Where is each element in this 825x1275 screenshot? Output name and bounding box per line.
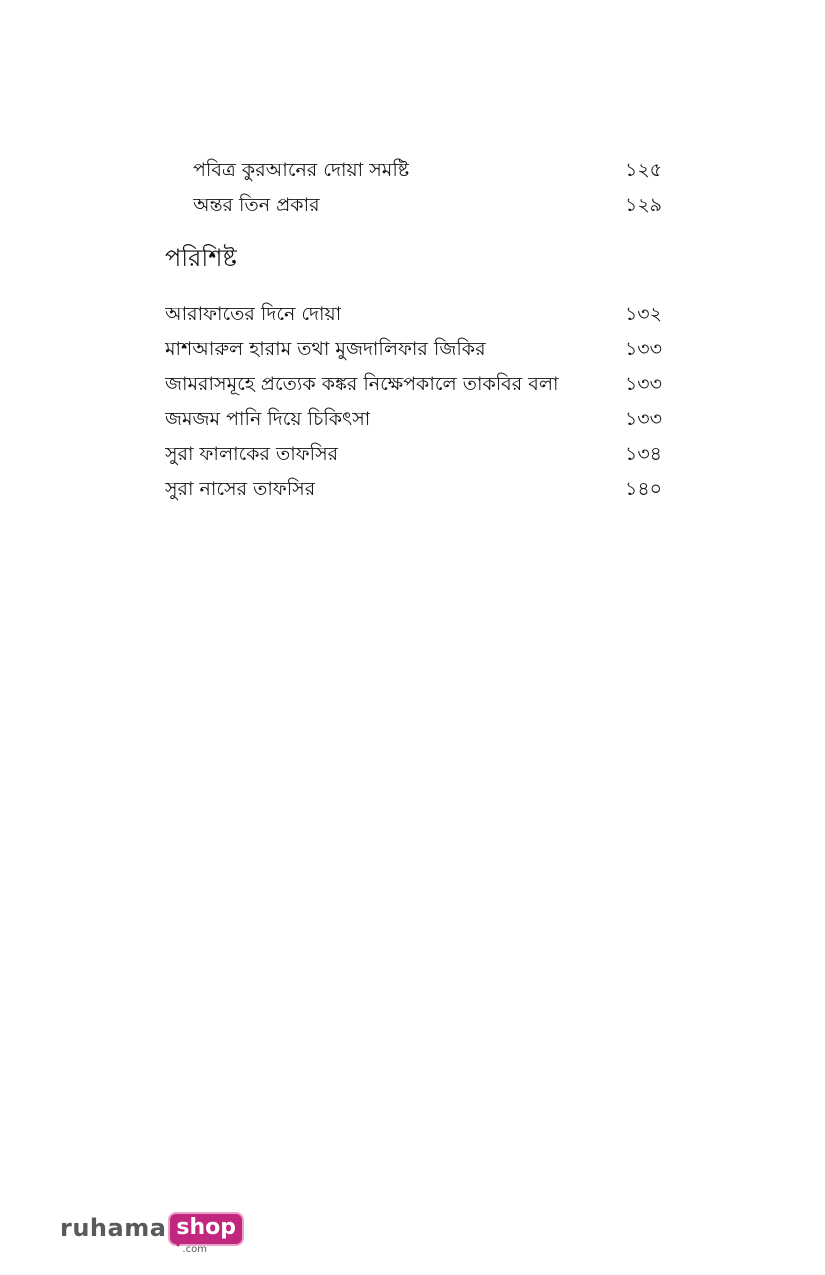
logo-ruhama-text: ruhama bbox=[60, 1214, 167, 1242]
toc-entry-page: ১৩৪ bbox=[624, 443, 662, 465]
toc-entry-page: ১৪০ bbox=[624, 478, 662, 500]
toc-entry[interactable] bbox=[165, 332, 662, 367]
toc-entry-title: জামরাসমূহে প্রত্যেক কঙ্কর নিক্ষেপকালে তাকবির বলা bbox=[165, 373, 559, 395]
toc-entry-title: সুরা ফালাকের তাফসির bbox=[165, 443, 339, 465]
toc-entry-title: আরাফাতের দিনে দোয়া bbox=[165, 303, 342, 325]
toc-entry-page: ১৩৩ bbox=[624, 408, 662, 430]
ruhamashop-logo bbox=[60, 1208, 244, 1260]
toc-entry[interactable] bbox=[165, 402, 662, 437]
toc-entry[interactable] bbox=[165, 367, 662, 402]
toc-entry-title: পবিত্র কুরআনের দোয়া সমষ্টি bbox=[193, 159, 410, 181]
toc-entry[interactable] bbox=[165, 153, 662, 188]
toc-entry[interactable] bbox=[165, 437, 662, 472]
toc-entry-page: ১৩৩ bbox=[624, 338, 662, 360]
toc-entry-page: ১৩২ bbox=[624, 303, 662, 325]
toc-entry-title: সুরা নাসের তাফসির bbox=[165, 478, 316, 500]
toc-entry-title: মাশআরুল হারাম তথা মুজদালিফার জিকির bbox=[165, 338, 486, 360]
toc-continued-list bbox=[165, 153, 662, 223]
toc-entry-page: ১৩৩ bbox=[624, 373, 662, 395]
toc-entry[interactable] bbox=[165, 188, 662, 223]
logo-dotcom-text: .com bbox=[182, 1244, 207, 1255]
toc-entry-page: ১২৯ bbox=[624, 194, 662, 216]
toc-entry-page: ১২৫ bbox=[624, 159, 662, 181]
toc-entry-title: জমজম পানি দিয়ে চিকিৎসা bbox=[165, 408, 371, 430]
toc-entry[interactable] bbox=[165, 297, 662, 332]
logo-shop-text: shop bbox=[168, 1212, 244, 1246]
appendix-heading: পরিশিষ্ট bbox=[165, 244, 237, 272]
toc-entry[interactable] bbox=[165, 472, 662, 507]
logo-shop-badge bbox=[168, 1212, 244, 1255]
appendix-list bbox=[165, 297, 662, 507]
toc-entry-title: অন্তর তিন প্রকার bbox=[193, 194, 320, 216]
